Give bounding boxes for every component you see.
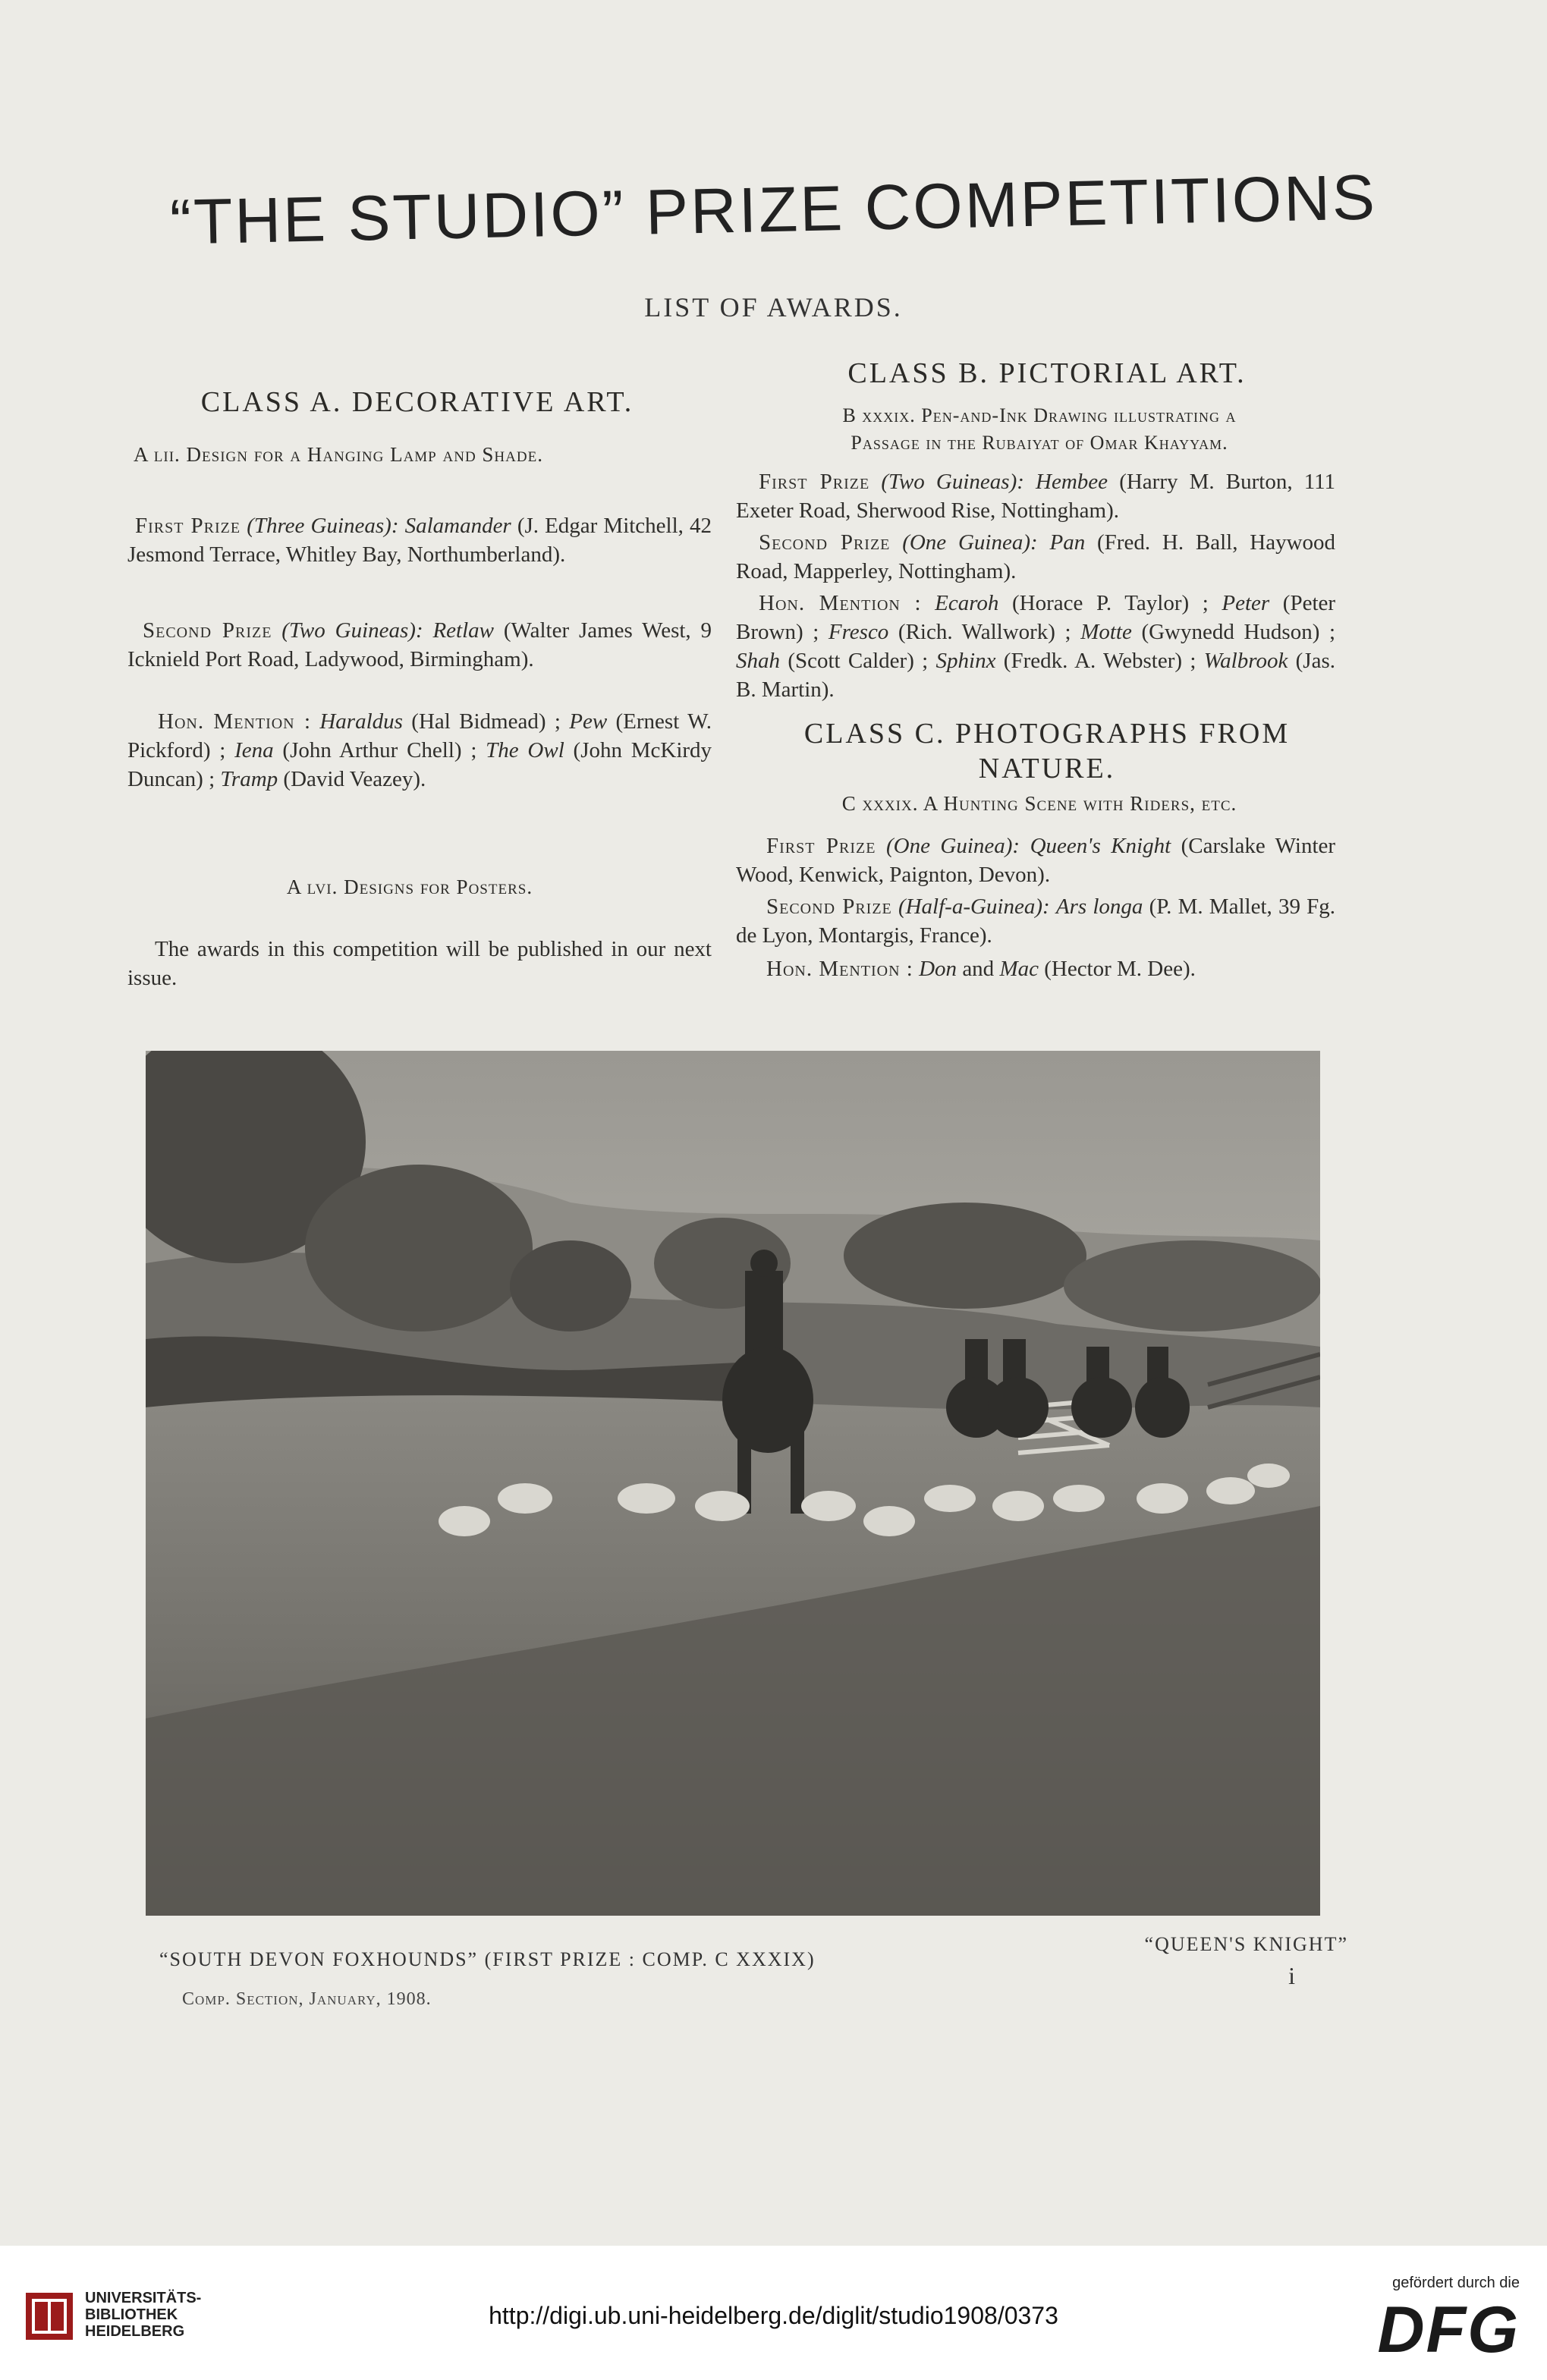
class-b-heading: CLASS B. PICTORIAL ART. — [847, 357, 1247, 389]
hon-detail: (Hector M. Dee). — [1044, 957, 1196, 981]
second-prize-name: Retlaw — [432, 618, 495, 643]
class-c-heading-line: NATURE. — [978, 753, 1116, 784]
second-prize-name: Ars longa — [1055, 894, 1143, 919]
class-b-hon-mention — [736, 589, 1335, 704]
class-a-lii-title: A lii. Design for a Hanging Lamp and Shade. — [134, 443, 543, 466]
hon-name: Pew — [569, 709, 608, 734]
hon-name: The Owl — [486, 738, 564, 762]
class-a-first-prize — [127, 511, 712, 569]
page-subtitle: LIST OF AWARDS. — [644, 292, 903, 322]
hon-name: Haraldus — [319, 709, 403, 734]
hon-detail: (David Veazey). — [283, 767, 426, 791]
first-prize-name: Queen's Knight — [1030, 834, 1171, 858]
second-prize-name: Pan — [1049, 530, 1086, 555]
hon-name: Tramp — [220, 767, 278, 791]
hon-name: Iena — [234, 738, 274, 762]
class-a-lvi-note: The awards in this competition will be published in our next issue. — [127, 937, 712, 990]
hon-mention-label: Hon. Mention : — [759, 591, 922, 615]
second-prize-detail: (Walter James West, 9 Icknield Port Road, Ladywood, Birmingham). — [127, 618, 712, 671]
second-prize-amount: (Half-a-Guinea): — [898, 894, 1050, 919]
hon-mention-label: Hon. Mention : — [158, 709, 312, 734]
class-a-heading: CLASS A. DECORATIVE ART. — [200, 386, 634, 418]
class-c-heading — [744, 716, 1350, 786]
class-b-second-prize — [736, 528, 1335, 586]
hon-mention-label: Hon. Mention : — [766, 957, 913, 981]
first-prize-amount: (Three Guineas): — [247, 514, 399, 538]
hon-name: Don — [919, 957, 957, 981]
digitization-footer — [0, 2246, 1547, 2380]
hon-detail: (John McKirdy Duncan) ; — [127, 738, 712, 791]
second-prize-amount: (One Guinea): — [902, 530, 1038, 555]
class-a-hon-mention — [127, 707, 712, 794]
second-prize-detail: (P. M. Mallet, 39 Fg. de Lyon, Montargis, France). — [736, 894, 1336, 948]
first-prize-name: Salamander — [404, 514, 511, 538]
first-prize-amount: (One Guinea): — [885, 834, 1020, 858]
hunting-photograph — [146, 1051, 1320, 1916]
hon-detail: (Gwynedd Hudson) ; — [1141, 620, 1335, 644]
class-b-xxxix-line: Passage in the Rubaiyat of Omar Khayyam. — [851, 432, 1228, 454]
hon-conjunction: and — [962, 957, 995, 981]
class-c-xxxix-title: C xxxix. A Hunting Scene with Riders, etc. — [841, 792, 1237, 815]
photo-caption-right: “QUEEN'S KNIGHT” — [1144, 1933, 1348, 1955]
hon-name: Sphinx — [935, 649, 996, 673]
hon-detail: (Ernest W. Pickford) ; — [127, 709, 712, 762]
hon-detail: (Fredk. A. Webster) ; — [1003, 649, 1196, 673]
class-c-first-prize — [736, 832, 1335, 889]
class-b-xxxix-title — [740, 402, 1339, 457]
hon-detail: (Jas. B. Martin). — [736, 649, 1335, 702]
page-title: “THE STUDIO” PRIZE COMPETITIONS — [169, 161, 1378, 258]
hon-detail: (Hal Bidmead) ; — [411, 709, 561, 734]
hon-detail: (Rich. Wallwork) ; — [898, 620, 1071, 644]
hon-name: Fresco — [828, 620, 889, 644]
page-number: i — [1288, 1962, 1295, 1989]
first-prize-amount: (Two Guineas): — [881, 470, 1024, 494]
first-prize-detail: (Carslake Winter Wood, Kenwick, Paignton, Devon). — [736, 834, 1336, 887]
class-c-heading-line: CLASS C. PHOTOGRAPHS FROM — [803, 718, 1291, 750]
hon-name: Shah — [736, 649, 780, 673]
hon-detail: (Scott Calder) ; — [788, 649, 929, 673]
section-note: Comp. Section, January, 1908. — [182, 1989, 432, 2009]
first-prize-name: Hembee — [1036, 470, 1108, 494]
permalink[interactable]: http://digi.ub.uni-heidelberg.de/diglit/studio1908/0373 — [489, 2302, 1058, 2329]
second-prize-label: Second Prize — [143, 618, 272, 643]
first-prize-detail: (J. Edgar Mitchell, 42 Jesmond Terrace, Whitley Bay, Northumberland). — [127, 514, 712, 567]
hon-name: Motte — [1080, 620, 1132, 644]
funder-note: gefördert durch die — [1392, 2275, 1520, 2291]
dfg-logo: DFG — [1377, 2294, 1520, 2366]
hon-name: Mac — [999, 957, 1039, 981]
class-c-hon-mention — [736, 954, 1335, 983]
second-prize-amount: (Two Guineas): — [281, 618, 423, 643]
first-prize-label: First Prize — [759, 470, 870, 494]
class-a-lvi-title: A lvi. Designs for Posters. — [286, 876, 533, 898]
second-prize-label: Second Prize — [766, 894, 892, 919]
class-b-first-prize — [736, 467, 1335, 525]
second-prize-detail: (Fred. H. Ball, Haywood Road, Mapperley, Nottingham). — [736, 530, 1336, 583]
first-prize-label: First Prize — [135, 514, 241, 538]
first-prize-detail: (Harry M. Burton, 111 Exeter Road, Sherwood Rise, Nottingham). — [736, 470, 1336, 523]
hon-name: Walbrook — [1203, 649, 1288, 673]
hon-name: Peter — [1222, 591, 1270, 615]
library-name: UNIVERSITÄTS- BIBLIOTHEK HEIDELBERG — [85, 2290, 202, 2340]
class-c-second-prize — [736, 892, 1335, 950]
hon-detail: (John Arthur Chell) ; — [282, 738, 477, 762]
hunting-scene-image — [146, 1051, 1320, 1916]
photo-caption-left: “SOUTH DEVON FOXHOUNDS” (FIRST PRIZE : COMP. C XXXIX) — [159, 1948, 816, 1970]
hon-name: Ecaroh — [935, 591, 999, 615]
class-b-xxxix-line: B xxxix. Pen-and-Ink Drawing illustrating a — [842, 404, 1237, 426]
hon-detail: (Horace P. Taylor) ; — [1012, 591, 1209, 615]
hon-detail: (Peter Brown) ; — [736, 591, 1336, 644]
first-prize-label: First Prize — [766, 834, 876, 858]
class-a-second-prize — [127, 616, 712, 674]
second-prize-label: Second Prize — [759, 530, 891, 555]
